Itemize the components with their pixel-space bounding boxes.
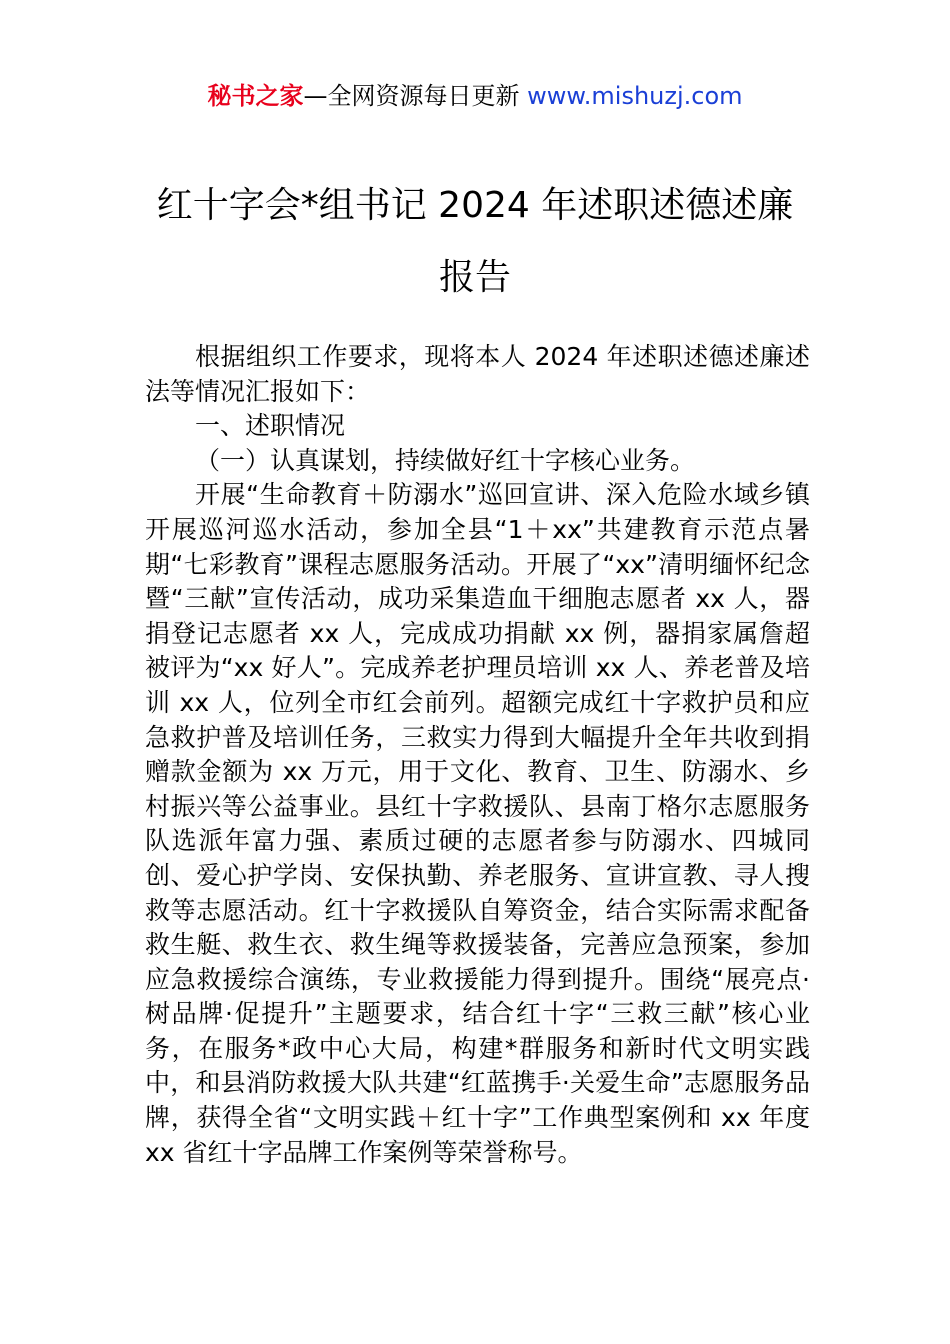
site-slogan: —全网资源每日更新 — [303, 82, 528, 110]
document-title: 红十字会*组书记 2024 年述职述德述廉报告 — [156, 185, 794, 298]
document-body — [145, 340, 810, 1170]
site-url: www.mishuzj.com — [527, 82, 743, 110]
intro-paragraph: 根据组织工作要求，现将本人 2024 年述职述德述廉述法等情况汇报如下： — [145, 342, 810, 406]
section-heading: 一、述职情况 — [195, 411, 346, 441]
site-brand: 秘书之家 — [207, 82, 304, 110]
body-paragraph: 开展“生命教育＋防溺水”巡回宣讲、深入危险水域乡镇开展巡河巡水活动，参加全县“1＋xx”共建教育示范点暑期“七彩教育”课程志愿服务活动。开展了“xx”清明缅怀纪念暨“三献”宣传活动，成功采集造血干细胞志愿者 xx 人，器捐登记志愿者 xx 人，完成成功捐献 xx 例，器捐家属詹超被评为“xx 好人”。完成养老护理员培训 xx 人、养老普及培训 xx 人，位列全市红会前列。超额完成红十字救护员和应急救护普及培训任务，三救实力得到大幅提升全年共收到捐赠款金额为 xx 万元，用于文化、教育、卫生、防溺水、乡村振兴等公益事业。县红十字救援队、县南丁格尔志愿服务队选派年富力强、素质过硬的志愿者参与防溺水、四城同创、爱心护学岗、安保执勤、养老服务、宣讲宣教、寻人搜救等志愿活动。红十字救援队自筹资金，结合实际需求配备救生艇、救生衣、救生绳等救援装备，完善应急预案，参加应急救援综合演练，专业救援能力得到提升。围绕“展亮点·树品牌·促提升”主题要求，结合红十字“三救三献”核心业务，在服务*政中心大局，构建*群服务和新时代文明实践中，和县消防救援大队共建“红蓝携手·关爱生命”志愿服务品牌，获得全省“文明实践＋红十字”工作典型案例和 xx 年度 xx 省红十字品牌工作案例等荣誉称号。 — [145, 480, 810, 1167]
subsection-heading: （一）认真谋划，持续做好红十字核心业务。 — [195, 445, 696, 475]
site-header — [0, 78, 950, 114]
